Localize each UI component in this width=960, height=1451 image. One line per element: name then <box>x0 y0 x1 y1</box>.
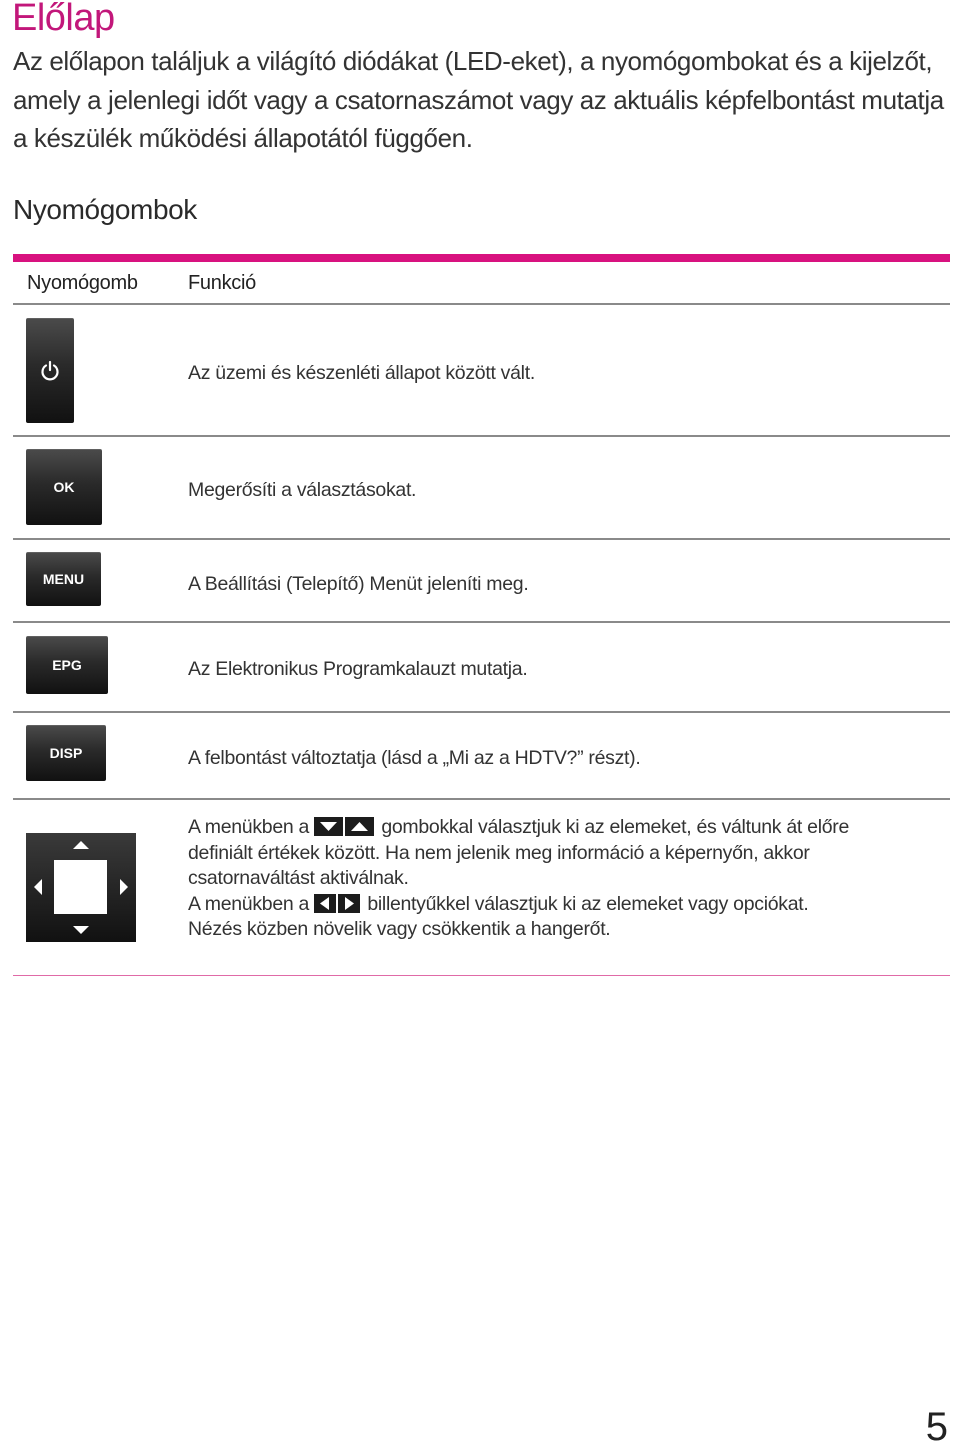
epg-button: EPG <box>26 636 108 694</box>
function-text-power: Az üzemi és készenléti állapot között vált. <box>188 362 535 384</box>
nav-line-4-start: A menükben a <box>188 892 310 915</box>
nav-line-4 <box>188 892 928 918</box>
navigation-description <box>188 815 928 943</box>
table-bottom-rule <box>13 975 950 976</box>
function-text-epg: Az Elektronikus Programkalauzt mutatja. <box>188 658 528 680</box>
ok-button: OK <box>26 449 102 525</box>
section-title: Nyomógombok <box>13 194 197 225</box>
right-arrow-icon <box>338 894 360 913</box>
menu-button: MENU <box>26 552 101 606</box>
down-arrow-icon <box>314 817 343 836</box>
power-icon <box>39 360 61 382</box>
table-divider <box>13 435 950 437</box>
function-text-disp: A felbontást változtatja (lásd a „Mi az a HDTV?” részt). <box>188 747 641 769</box>
page-title: Előlap <box>12 0 115 39</box>
nav-line-1 <box>188 815 928 841</box>
disp-button: DISP <box>26 725 106 781</box>
nav-line-2: definiált értékek között. Ha nem jelenik meg információ a képernyőn, akkor <box>188 841 810 864</box>
function-text-ok: Megerősíti a választásokat. <box>188 479 417 501</box>
navigation-pad-icon <box>26 833 136 942</box>
left-arrow-icon <box>314 894 336 913</box>
table-top-bar <box>13 254 950 262</box>
table-divider <box>13 303 950 305</box>
page-number: 5 <box>925 1405 948 1449</box>
table-divider <box>13 798 950 800</box>
table-divider <box>13 621 950 623</box>
nav-line-1-end: gombokkal választjuk ki az elemeket, és váltunk át előre <box>381 816 850 838</box>
power-button <box>26 318 74 423</box>
nav-line-3: csatornaváltást aktiválnak. <box>188 867 409 889</box>
intro-paragraph: Az előlapon találjuk a világító diódákat (LED-eket), a nyomógombokat és a kijelzőt, amely a jelenlegi időt vagy a csatornaszámot vagy az aktuális képfelbontást mutatja a készülék működési állapotától függően. <box>13 46 944 153</box>
nav-line-1-start: A menükben a <box>188 816 310 838</box>
function-text-menu: A Beállítási (Telepítő) Menüt jeleníti meg. <box>188 573 529 595</box>
table-divider <box>13 538 950 540</box>
up-arrow-icon <box>345 817 374 836</box>
table-divider <box>13 711 950 713</box>
nav-line-4-end: billentyűkkel választjuk ki az elemeket vagy opciókat. <box>367 892 809 915</box>
nav-line-5: Nézés közben növelik vagy csökkentik a hangerőt. <box>188 918 611 940</box>
column-header-button: Nyomógomb <box>27 272 138 294</box>
column-header-function: Funkció <box>188 272 256 294</box>
